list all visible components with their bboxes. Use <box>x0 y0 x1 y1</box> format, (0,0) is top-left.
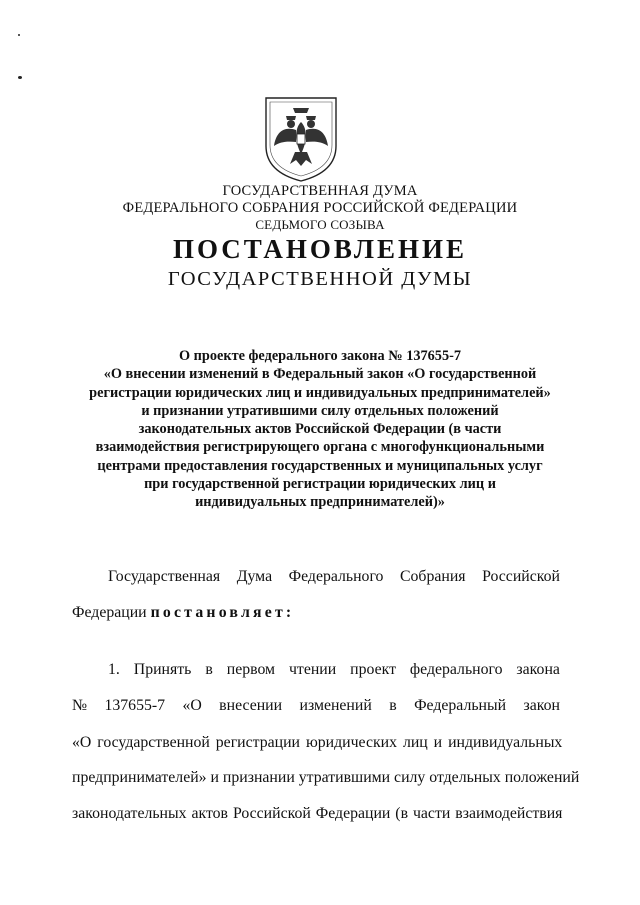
word: Принять <box>133 661 192 678</box>
word: федерального <box>409 661 503 678</box>
word: Федерального <box>288 568 384 585</box>
document-type-title: ПОСТАНОВЛЕНИЕ <box>172 234 468 264</box>
bill-title-line: О проекте федерального закона № 137655-7 <box>178 348 462 364</box>
org-line-3: СЕДЬМОГО СОЗЫВА <box>255 217 385 232</box>
bill-title-line: «О внесении изменений в Федеральный закон «О государственной <box>103 366 537 383</box>
word: проект <box>350 661 396 678</box>
org-line-1: ГОСУДАРСТВЕННАЯ ДУМА <box>222 183 418 199</box>
preamble-line-2 <box>72 604 294 622</box>
clause-1-line-1 <box>108 661 560 679</box>
word: в <box>205 661 213 678</box>
word: Российской <box>482 568 560 585</box>
preamble-prefix: Федерации <box>72 604 147 621</box>
word: Собрания <box>400 568 466 585</box>
word: Федеральный <box>414 697 507 714</box>
scan-speck <box>18 34 20 36</box>
bill-title-block <box>60 347 580 512</box>
word: «О <box>182 697 202 714</box>
bill-title-line: при государственной регистрации юридических лиц и <box>144 476 496 493</box>
word: Государственная <box>108 568 221 585</box>
bill-title-line: и признании утратившими силу отдельных положений <box>141 402 499 419</box>
document-subtitle: ГОСУДАРСТВЕННОЙ ДУМЫ <box>167 268 473 290</box>
bill-title-line: центрами предоставления государственных и муниципальных услуг <box>97 457 543 474</box>
word: первом <box>226 661 276 678</box>
coat-of-arms-icon <box>262 94 340 184</box>
word: № <box>72 697 88 714</box>
word: в <box>389 697 397 714</box>
word: закона <box>516 661 560 678</box>
preamble-line-1 <box>108 568 560 586</box>
word: 137655-7 <box>104 697 166 714</box>
bill-title-line: законодательных актов Российской Федерации (в части <box>138 421 502 438</box>
clause-1-line-2 <box>72 697 560 715</box>
org-line-2: ФЕДЕРАЛЬНОГО СОБРАНИЯ РОССИЙСКОЙ ФЕДЕРАЦИИ <box>122 200 518 216</box>
word: внесении <box>219 697 283 714</box>
word: чтении <box>288 661 337 678</box>
preamble-verb: постановляет: <box>150 604 295 621</box>
word: изменений <box>299 697 372 714</box>
bill-title-line: регистрации юридических лиц и индивидуальных предпринимателей» <box>89 384 551 401</box>
clause-1-line-3: «О государственной регистрации юридических лиц и индивидуальных <box>72 734 563 751</box>
bill-title-line: индивидуальных предпринимателей)» <box>195 494 445 511</box>
word: закон <box>523 697 560 714</box>
scan-speck <box>18 76 22 79</box>
word: 1. <box>108 661 120 678</box>
word: Дума <box>236 568 273 585</box>
clause-1-line-5: законодательных актов Российской Федерации (в части взаимодействия <box>72 805 563 822</box>
clause-1-line-4: предпринимателей» и признании утратившими силу отдельных положений <box>72 769 580 786</box>
bill-title-line: взаимодействия регистрирующего органа с многофункциональными <box>95 439 545 456</box>
